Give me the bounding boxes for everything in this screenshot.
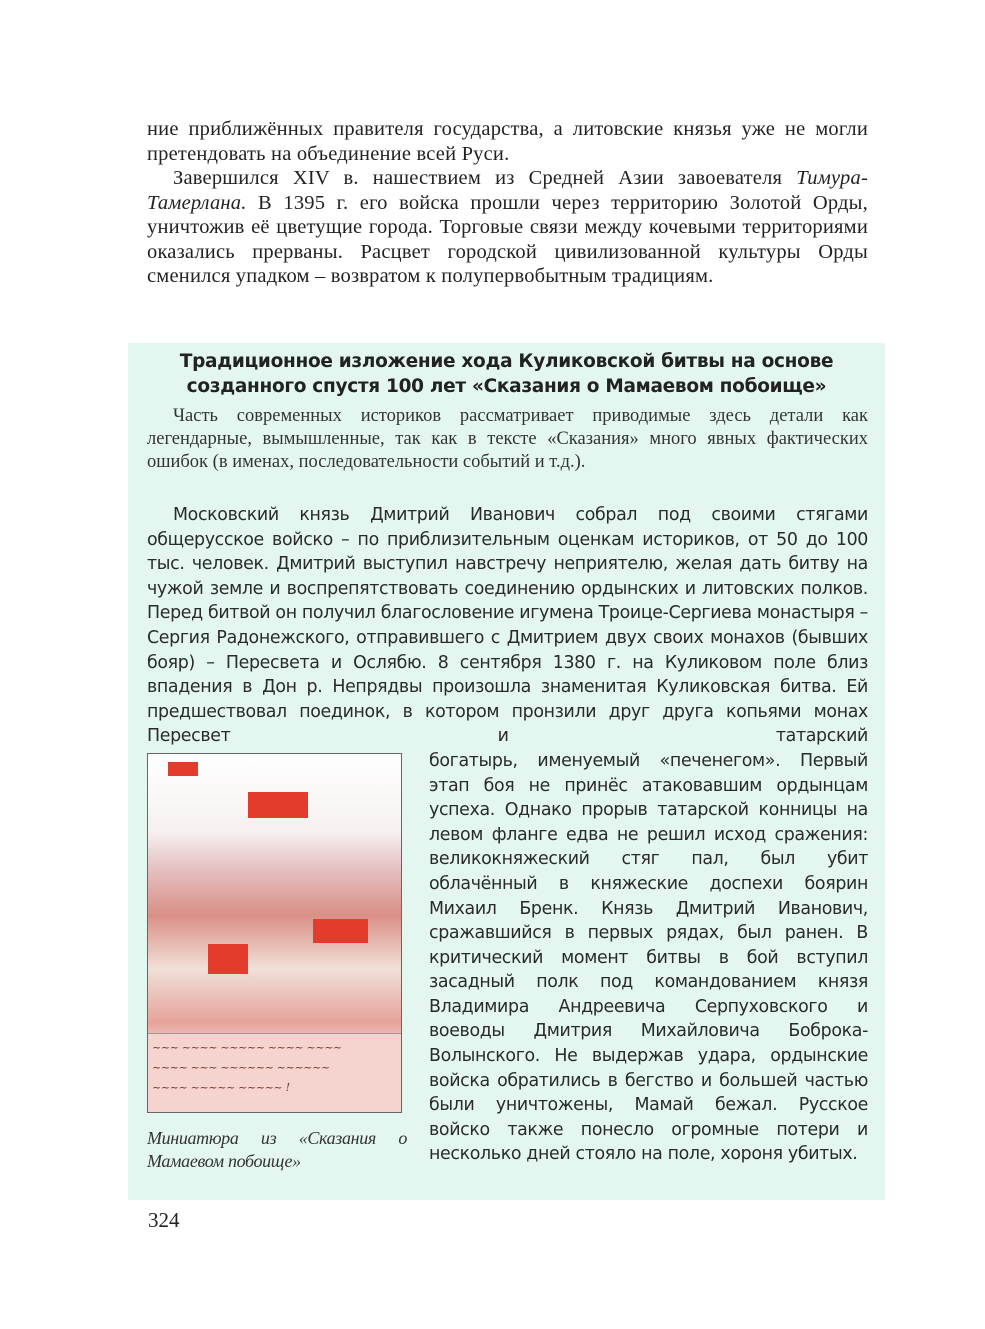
text: В 1395 г. его войска прошли через территорию Золотой Орды, уничтожив её цветущие города. Торговые связи между кочевыми территориями оказались прерваны. Расцвет городской цивилизованной культуры Орды сменился упадком – возвратом к полупервобытным традициям.	[147, 191, 868, 287]
paragraph	[147, 166, 868, 289]
manuscript-text-decoration: ~~~ ~~~~ ~~~~~ ~~~~ ~~~~ ~~~~ ~~~ ~~~~~~ ~~~~~~ ~~~~ ~~~~~ ~~~~~ !	[148, 1033, 401, 1112]
box-title	[148, 349, 865, 399]
emphasis: Тимура-Тамерлана.	[147, 167, 868, 214]
main-text	[147, 117, 868, 289]
sidebar-box	[128, 343, 885, 1200]
body-text: Московский князь Дмитрий Иванович собрал под своими стягами общерусское войско – по приблизительным оценкам историков, от 50 до 100 тыс. человек. Дмитрий выступил навстречу неприятелю, желая дать битву на чужой земле и воспрепятствовать соединению ордынских и литовских полков. Перед битвой он получил благословение игумена Троице-Сергиева монастыря – Сергия Радонежского, отправившего с Дмитрием двух своих монахов (бывших бояр) – Пересвета и Ослябю. 8 сентября 1380 г. на Куликовом поле близ впадения в Дон р. Непрядвы произошла знаменитая Куликовская битва. Ей предшествовал поединок, в котором пронзили друг друга копьями монах Пересвет и татарский	[147, 505, 868, 747]
historian-note	[147, 405, 868, 474]
body-text: богатырь, именуемый «печенегом». Первый этап боя не принёс атаковавшим ордынцам успеха. Однако прорыв татарской конницы на левом фланге едва не решил исход сражения: великокняжеский стяг пал, был убит облачённый в княжеские доспехи боярин Михаил Бренк. Князь Дмитрий Иванович, сражавшийся в первых рядах, был ранен. В критический момент битвы в бой вступил засадный полк под командованием князя Владимира Андреевича Серпуховского и воеводы Дмитрия Михайловича Боброка-Волынского. Не выдержав удара, ордынские войска обратились в бегство и большей частью были уничтожены, Мамай бежал. Русское войско также понесло огромные потери и несколько дней стояло на поле, хороня убитых.	[429, 750, 868, 1165]
note-text: Часть современных историков рассматривает приводимые здесь детали как легендарные, вымышленные, так как в тексте «Сказания» много явных фактических ошибок (в именах, последовательности событий и т.д.).	[147, 406, 868, 472]
title-line: созданного спустя 100 лет «Сказания о Мамаевом побоище»	[186, 376, 827, 397]
paragraph: ние приближённых правителя государства, а литовские князья уже не могли претендовать на объединение всей Руси.	[147, 118, 868, 165]
figure	[147, 753, 407, 1173]
page-number: 324	[148, 1208, 180, 1232]
title-line: Традиционное изложение хода Куликовской битвы на основе	[179, 351, 834, 372]
miniature-image	[147, 753, 402, 1113]
text: Завершился XIV в. нашествием из Средней Азии завоевателя	[173, 167, 797, 189]
box-body	[147, 503, 868, 1173]
figure-caption: Миниатюра из «Сказания о Мамаевом побоище»	[147, 1127, 407, 1171]
